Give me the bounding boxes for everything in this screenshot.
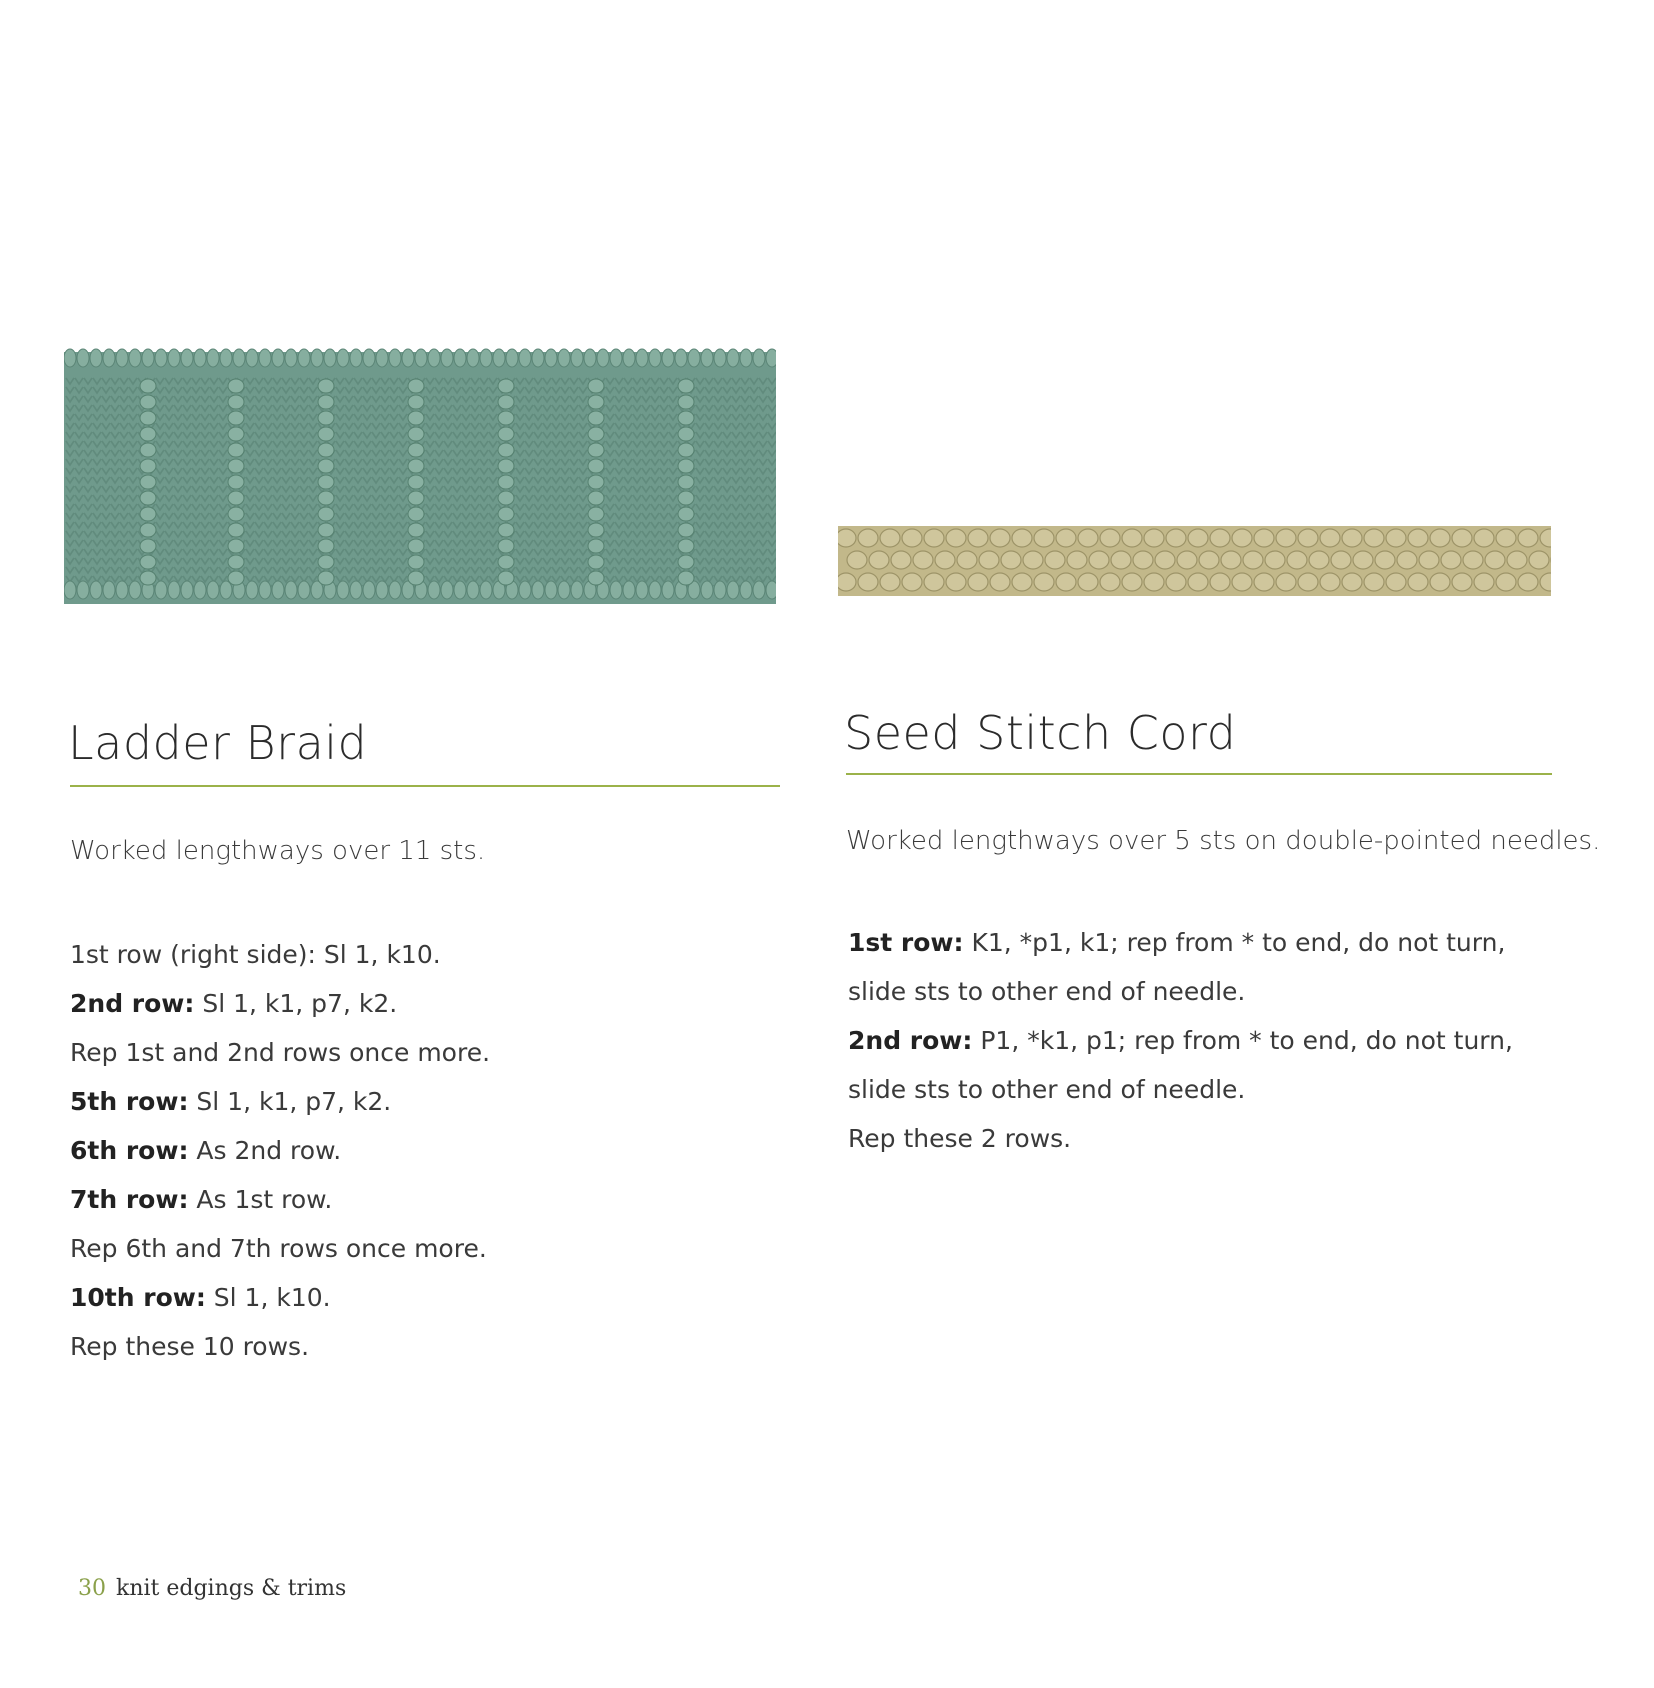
instruction-text: Rep 6th and 7th rows once more. [70, 1234, 487, 1263]
instruction-step [848, 918, 1558, 1016]
instruction-step [70, 979, 770, 1028]
instruction-row-label: 10th row: [70, 1283, 206, 1312]
instruction-text: P1, *k1, p1; rep from * to end, do not turn, slide sts to other end of needle. [848, 1026, 1513, 1104]
instruction-step [70, 1322, 770, 1371]
instruction-step [70, 1126, 770, 1175]
page-number: 30 [78, 1576, 106, 1601]
instruction-text: As 1st row. [188, 1185, 333, 1214]
ladder-braid-instructions [70, 930, 770, 1371]
seed-stitch-cord-title-rule [846, 773, 1552, 775]
instruction-text: Sl 1, k1, p7, k2. [188, 1087, 392, 1116]
instruction-text: Rep 1st and 2nd rows once more. [70, 1038, 491, 1067]
ladder-braid-title: Ladder Braid [68, 716, 368, 770]
ladder-braid-intro: Worked lengthways over 11 sts. [70, 836, 486, 866]
instruction-step [70, 930, 770, 979]
instruction-row-label: 5th row: [70, 1087, 189, 1116]
seed-stitch-cord-swatch-image [838, 514, 1551, 606]
instruction-text: Sl 1, k10. [205, 1283, 331, 1312]
instruction-step [70, 1077, 770, 1126]
seed-stitch-cord-instructions [848, 918, 1558, 1163]
instruction-step [848, 1114, 1558, 1163]
instruction-step [70, 1028, 770, 1077]
page-footer [78, 1576, 346, 1601]
instruction-row-label: 6th row: [70, 1136, 189, 1165]
ladder-braid-swatch-image [64, 338, 776, 616]
instruction-row-label: 2nd row: [848, 1026, 973, 1055]
instruction-text: As 2nd row. [188, 1136, 342, 1165]
instruction-text: 1st row (right side): Sl 1, k10. [70, 940, 441, 969]
instruction-text: K1, *p1, k1; rep from * to end, do not turn, slide sts to other end of needle. [848, 928, 1506, 1006]
seed-stitch-cord-intro: Worked lengthways over 5 sts on double-pointed needles. [846, 826, 1601, 856]
seed-stitch-cord-swatch-graphic [838, 514, 1551, 606]
instruction-text: Rep these 2 rows. [848, 1124, 1072, 1153]
instruction-row-label: 1st row: [848, 928, 964, 957]
instruction-text: Rep these 10 rows. [70, 1332, 310, 1361]
instruction-step [70, 1273, 770, 1322]
section-title: knit edgings & trims [116, 1576, 347, 1601]
instruction-step [70, 1175, 770, 1224]
ladder-braid-title-rule [70, 785, 780, 787]
seed-stitch-cord-title: Seed Stitch Cord [844, 706, 1237, 760]
instruction-row-label: 2nd row: [70, 989, 195, 1018]
instruction-step [70, 1224, 770, 1273]
ladder-braid-swatch-graphic [64, 338, 776, 616]
instruction-text: Sl 1, k1, p7, k2. [194, 989, 398, 1018]
instruction-row-label: 7th row: [70, 1185, 189, 1214]
instruction-step [848, 1016, 1558, 1114]
